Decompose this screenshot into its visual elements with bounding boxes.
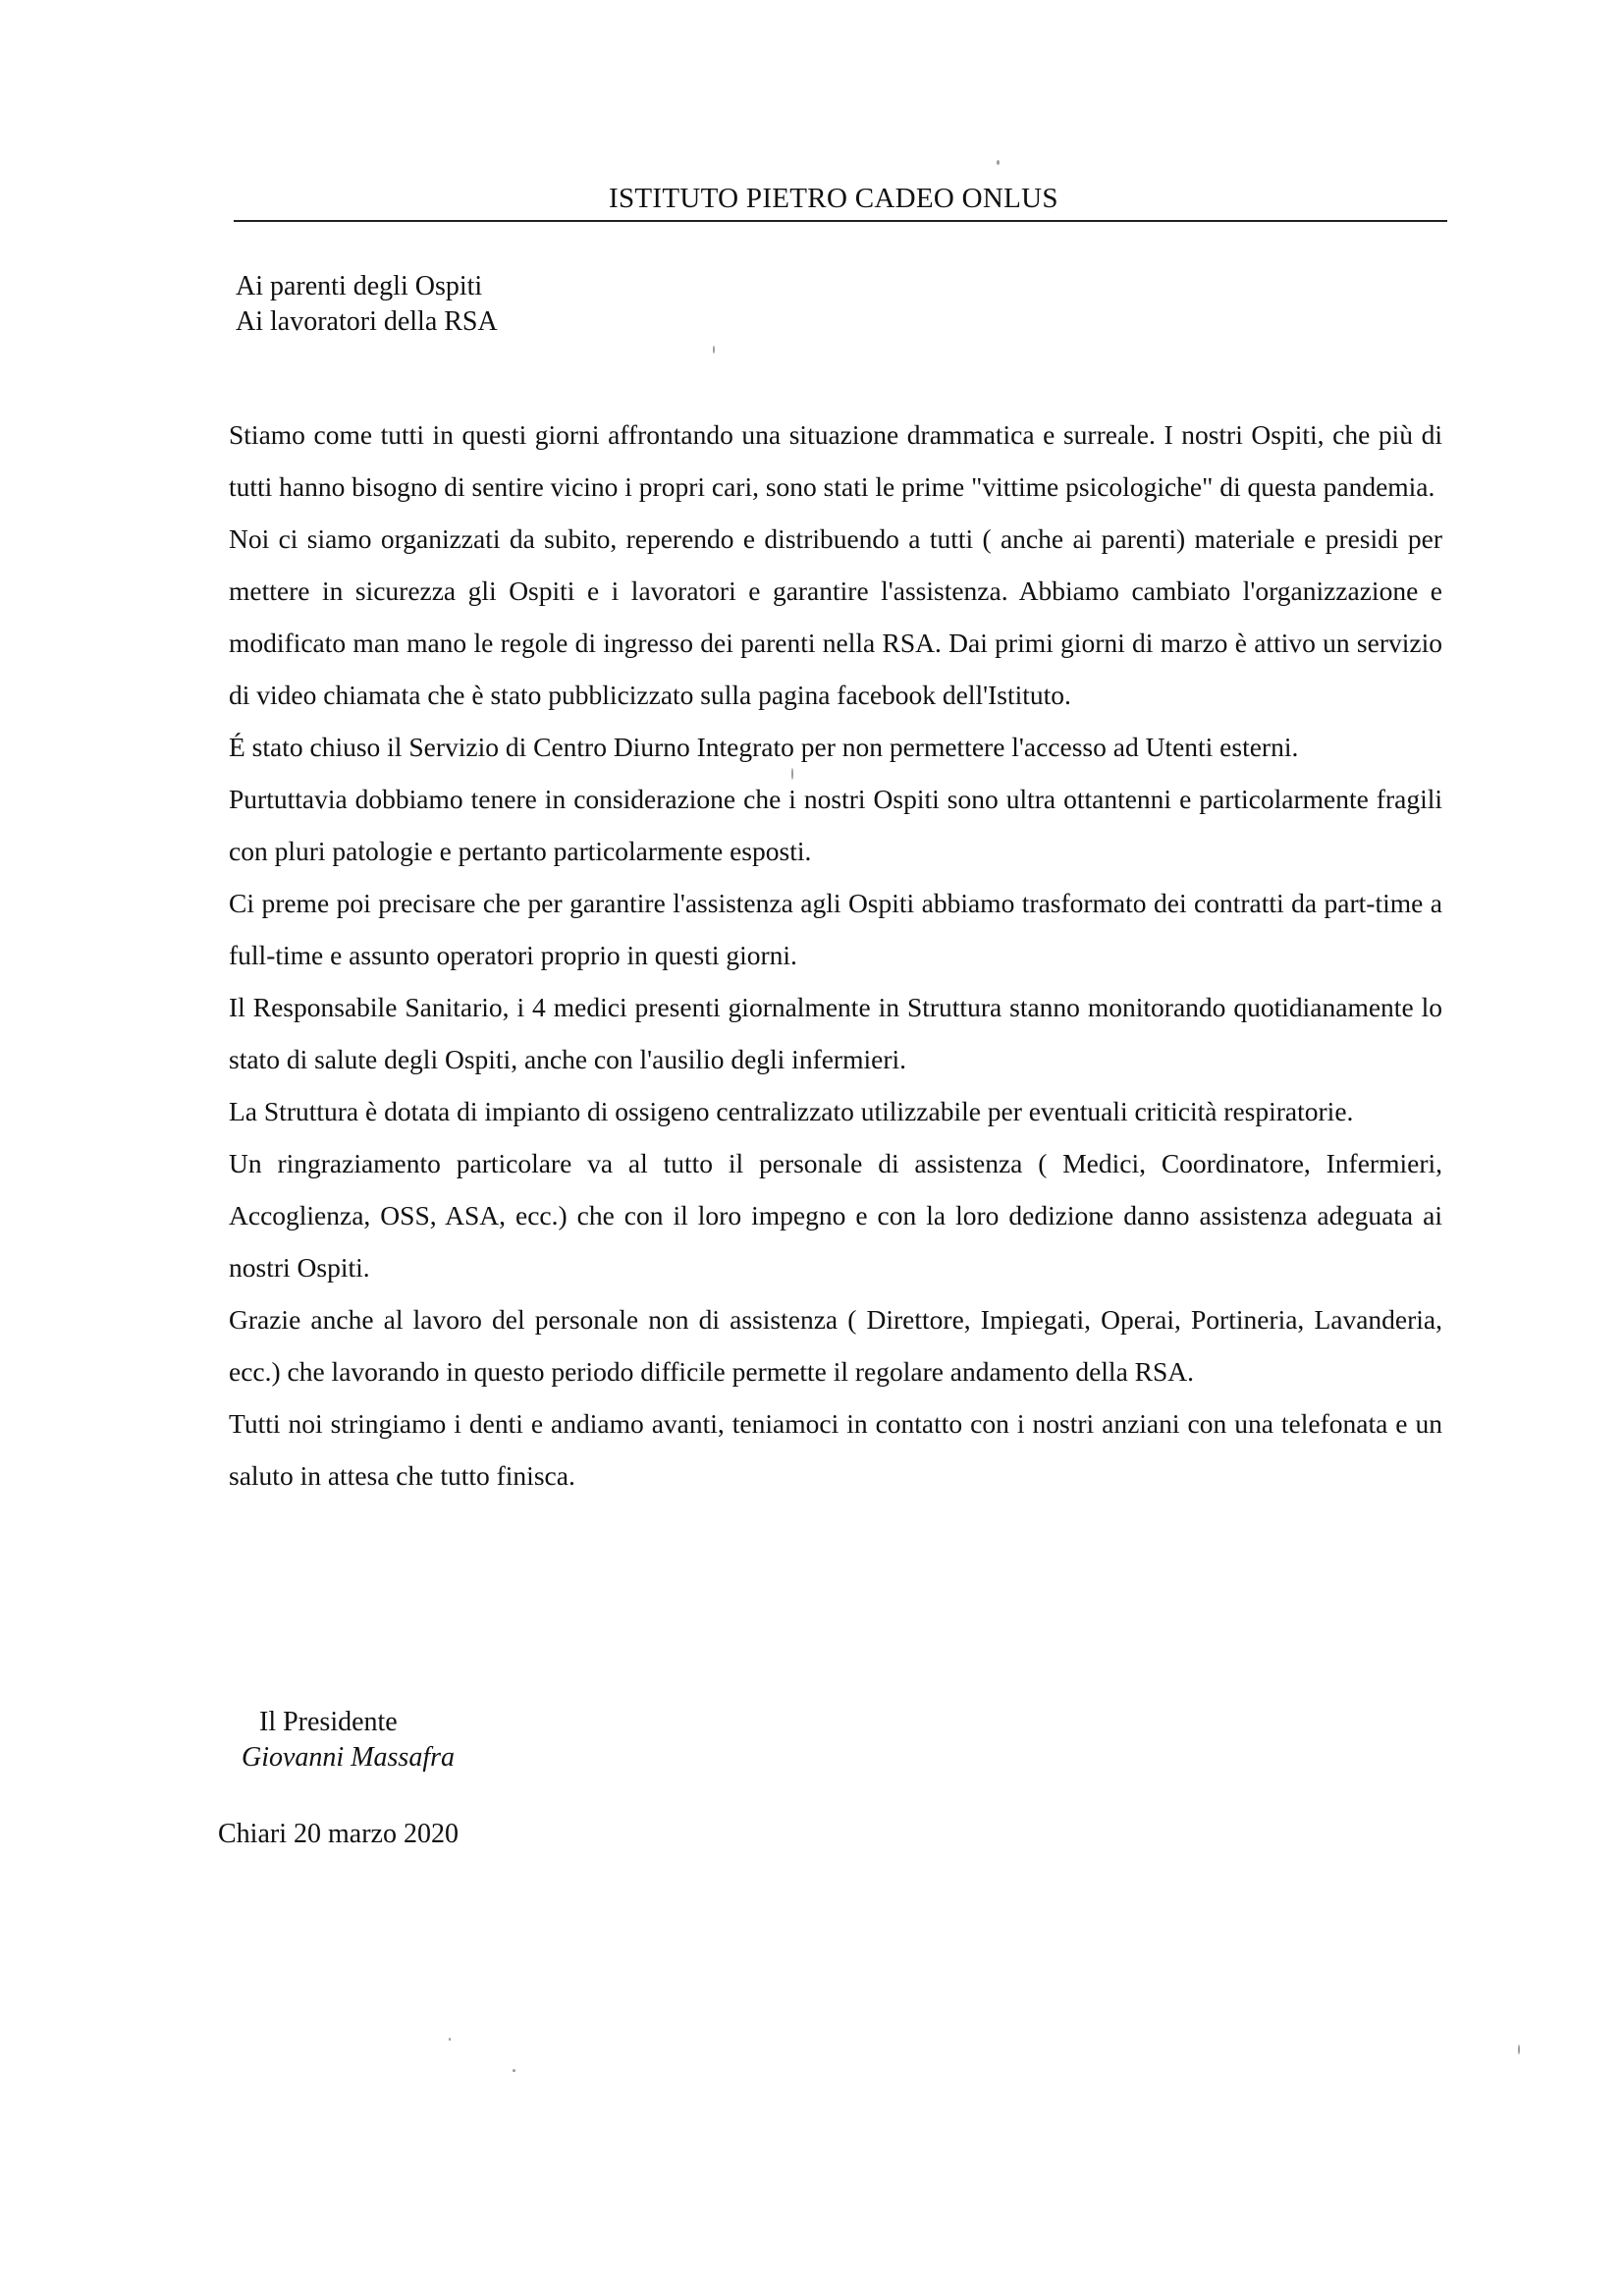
paragraph: Noi ci siamo organizzati da subito, reperendo e distribuendo a tutti ( anche ai parenti) materiale e presidi per mettere in sicurezza gli Ospiti e i lavoratori e garantire l'assistenza. Abbiamo cambiato l'organizzazione e modificato man mano le regole di ingresso dei parenti nella RSA. Dai primi giorni di marzo è attivo un servizio di video chiamata che è stato pubblicizzato sulla pagina facebook dell'Istituto. <box>229 523 1442 710</box>
scan-speck <box>1518 2045 1520 2054</box>
scan-speck <box>713 346 715 354</box>
signatory-name: Giovanni Massafra <box>242 1742 455 1773</box>
recipient-line: Ai lavoratori della RSA <box>236 306 498 337</box>
paragraph: Ci preme poi precisare che per garantire l'assistenza agli Ospiti abbiamo trasformato dei contratti da part-time a full-time e assunto operatori proprio in questi giorni. <box>229 888 1442 970</box>
signatory-role: Il Presidente <box>259 1707 398 1737</box>
paragraph: Il Responsabile Sanitario, i 4 medici presenti giornalmente in Struttura stanno monitorando quotidianamente lo stato di salute degli Ospiti, anche con l'ausilio degli infermieri. <box>229 992 1442 1074</box>
paragraph: Stiamo come tutti in questi giorni affrontando una situazione drammatica e surreale. I nostri Ospiti, che più di tutti hanno bisogno di sentire vicino i propri cari, sono stati le prime "vittime psicologiche" di questa pandemia. <box>229 419 1442 502</box>
scan-speck <box>791 768 793 780</box>
letter-body <box>229 409 1442 1502</box>
signature-block <box>242 1705 455 1776</box>
paragraph: Grazie anche al lavoro del personale non di assistenza ( Direttore, Impiegati, Operai, Portineria, Lavanderia, ecc.) che lavorando in questo periodo difficile permette il regolare andamento della RSA. <box>229 1304 1442 1387</box>
paragraph: La Struttura è dotata di impianto di ossigeno centralizzato utilizzabile per eventuali criticità respiratorie. <box>229 1096 1354 1126</box>
recipient-line: Ai parenti degli Ospiti <box>236 271 483 301</box>
scan-speck <box>997 160 1000 165</box>
letterhead-title: ISTITUTO PIETRO CADEO ONLUS <box>609 183 1058 214</box>
scan-speck <box>449 2038 451 2041</box>
paragraph: É stato chiuso il Servizio di Centro Diurno Integrato per non permettere l'accesso ad Utenti esterni. <box>229 732 1299 762</box>
letter-date: Chiari 20 marzo 2020 <box>218 1819 459 1849</box>
recipients-block <box>236 269 498 340</box>
scan-speck <box>513 2069 515 2072</box>
letterhead-rule <box>234 220 1447 222</box>
paragraph: Un ringraziamento particolare va al tutto il personale di assistenza ( Medici, Coordinatore, Infermieri, Accoglienza, OSS, ASA, ecc.) che con il loro impegno e con la loro dedizione danno assistenza adeguata ai nostri Ospiti. <box>229 1148 1442 1283</box>
paragraph: Purtuttavia dobbiamo tenere in considerazione che i nostri Ospiti sono ultra ottantenni e particolarmente fragili con pluri patologie e pertanto particolarmente esposti. <box>229 784 1442 866</box>
paragraph: Tutti noi stringiamo i denti e andiamo avanti, teniamoci in contatto con i nostri anziani con una telefonata e un saluto in attesa che tutto finisca. <box>229 1408 1442 1491</box>
